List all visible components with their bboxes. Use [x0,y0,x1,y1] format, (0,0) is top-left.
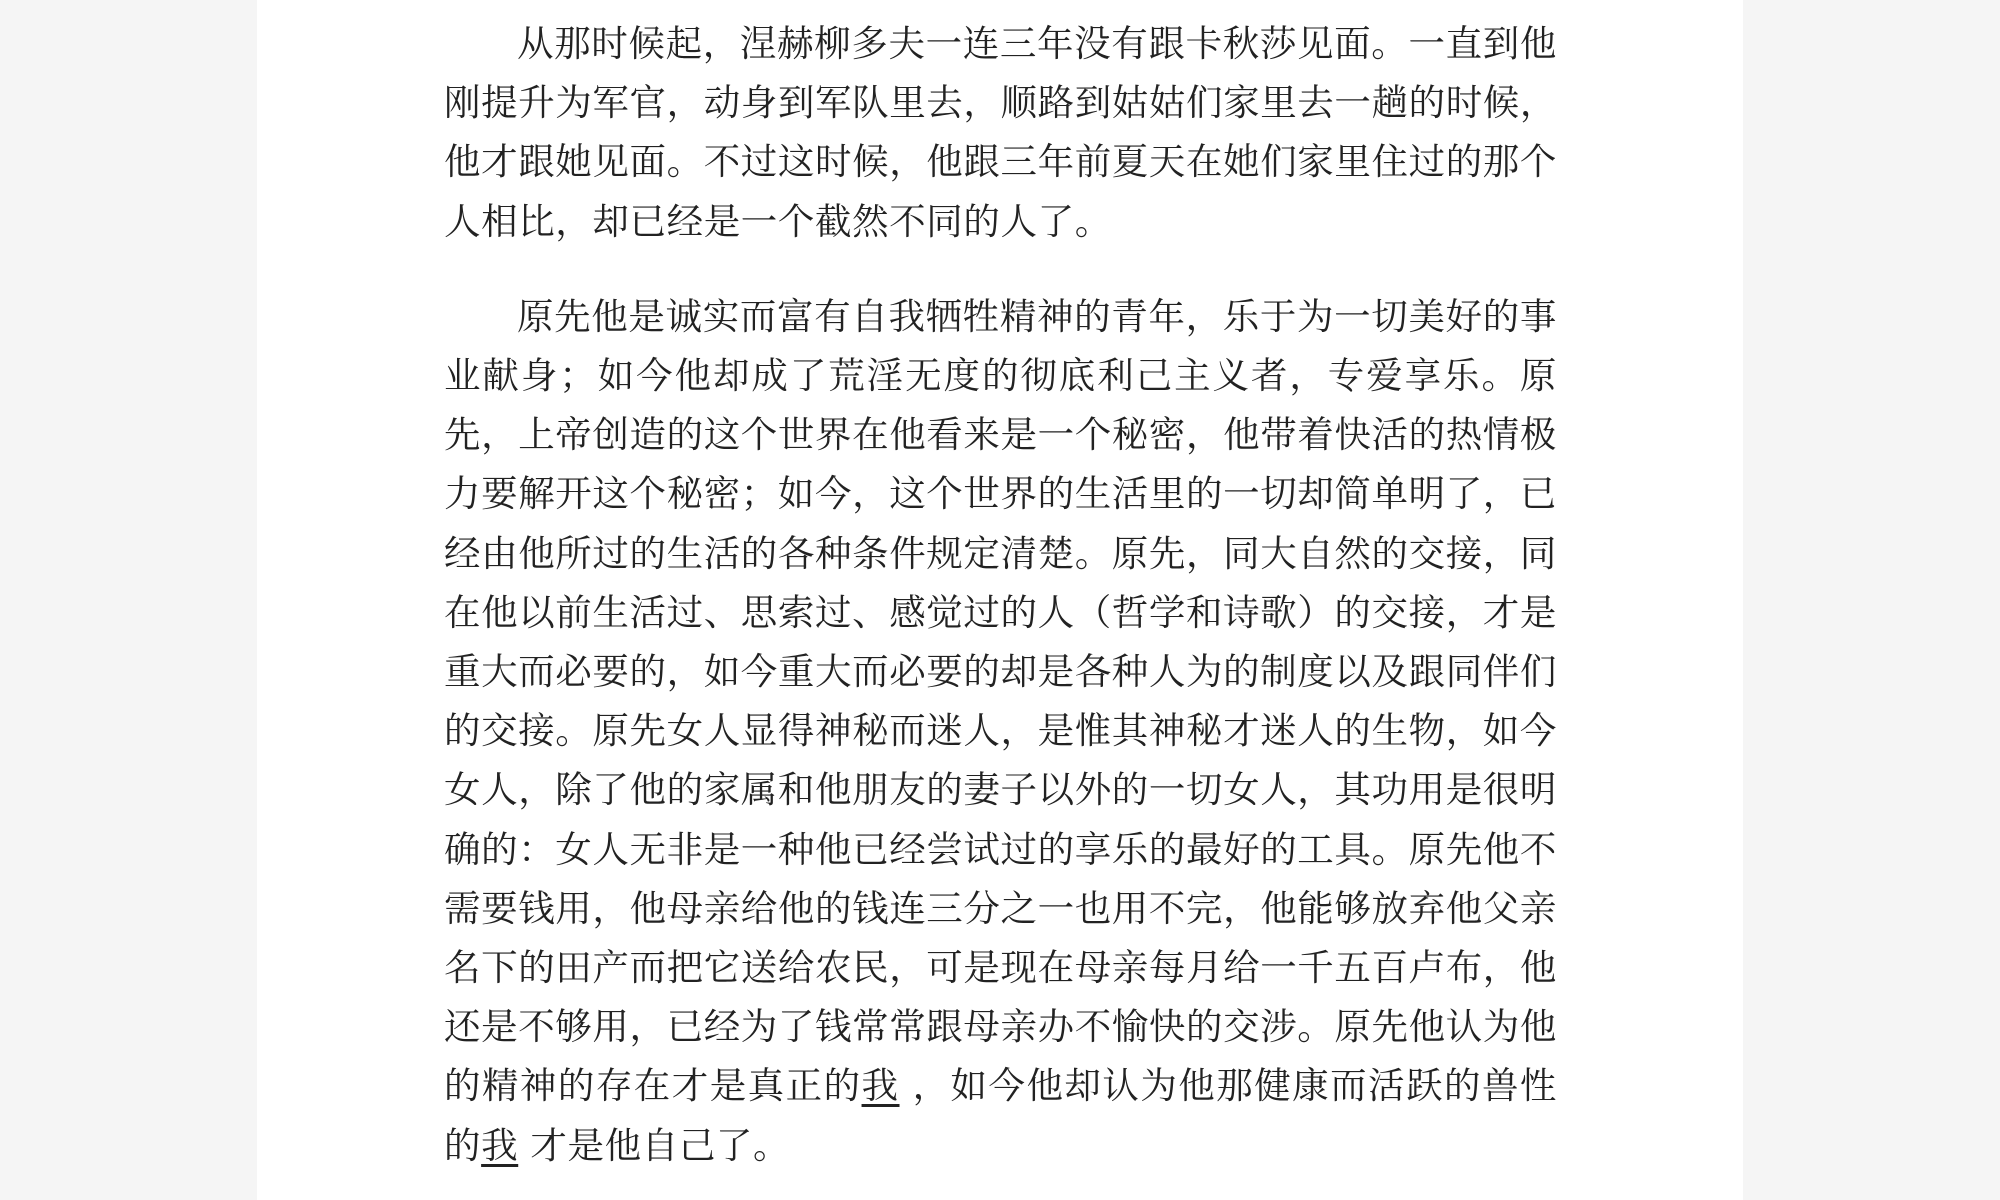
paragraph-2 [444,287,1557,1175]
underlined-word-self-1: 我 [861,1064,900,1108]
document-page [257,0,1743,1200]
paragraph-2-text-before: 原先他是诚实而富有自我牺牲精神的青年，乐于为一切美好的事业献身；如今他却成了荒淫无度的彻底利己主义者，专爱享乐。原先，上帝创造的这个世界在他看来是一个秘密，他带着快活的热情极力要解开这个秘密；如今，这个世界的生活里的一切却简单明了，已经由他所过的生活的各种条件规定清楚。原先，同大自然的交接，同在他以前生活过、思索过、感觉过的人（哲学和诗歌）的交接，才是重大而必要的，如今重大而必要的却是各种人为的制度以及跟同伴们的交接。原先女人显得神秘而迷人，是惟其神秘才迷人的生物，如今女人，除了他的家属和他朋友的妻子以外的一切女人，其功用是很明确的：女人无非是一种他已经尝试过的享乐的最好的工具。原先他不需要钱用，他母亲给他的钱连三分之一也用不完，他能够放弃他父亲名下的田产而把它送给农民，可是现在母亲每月给一千五百卢布，他还是不够用，已经为了钱常常跟母亲办不愉快的交涉。原先他认为他的精神的存在才是真正的 [444,294,1557,1108]
document-content [444,14,1557,1175]
paragraph-2-text-after: 才是他自己了。 [518,1123,791,1167]
underlined-word-self-2: 我 [481,1123,519,1167]
paragraph-2-text-middle: ，如今他却认为他那健康而活跃的兽性的 [444,1064,1557,1167]
paragraph-1: 从那时候起，涅赫柳多夫一连三年没有跟卡秋莎见面。一直到他刚提升为军官，动身到军队里去，顺路到姑姑们家里去一趟的时候，他才跟她见面。不过这时候，他跟三年前夏天在她们家里住过的那个人相比，却已经是一个截然不同的人了。 [444,22,1557,243]
